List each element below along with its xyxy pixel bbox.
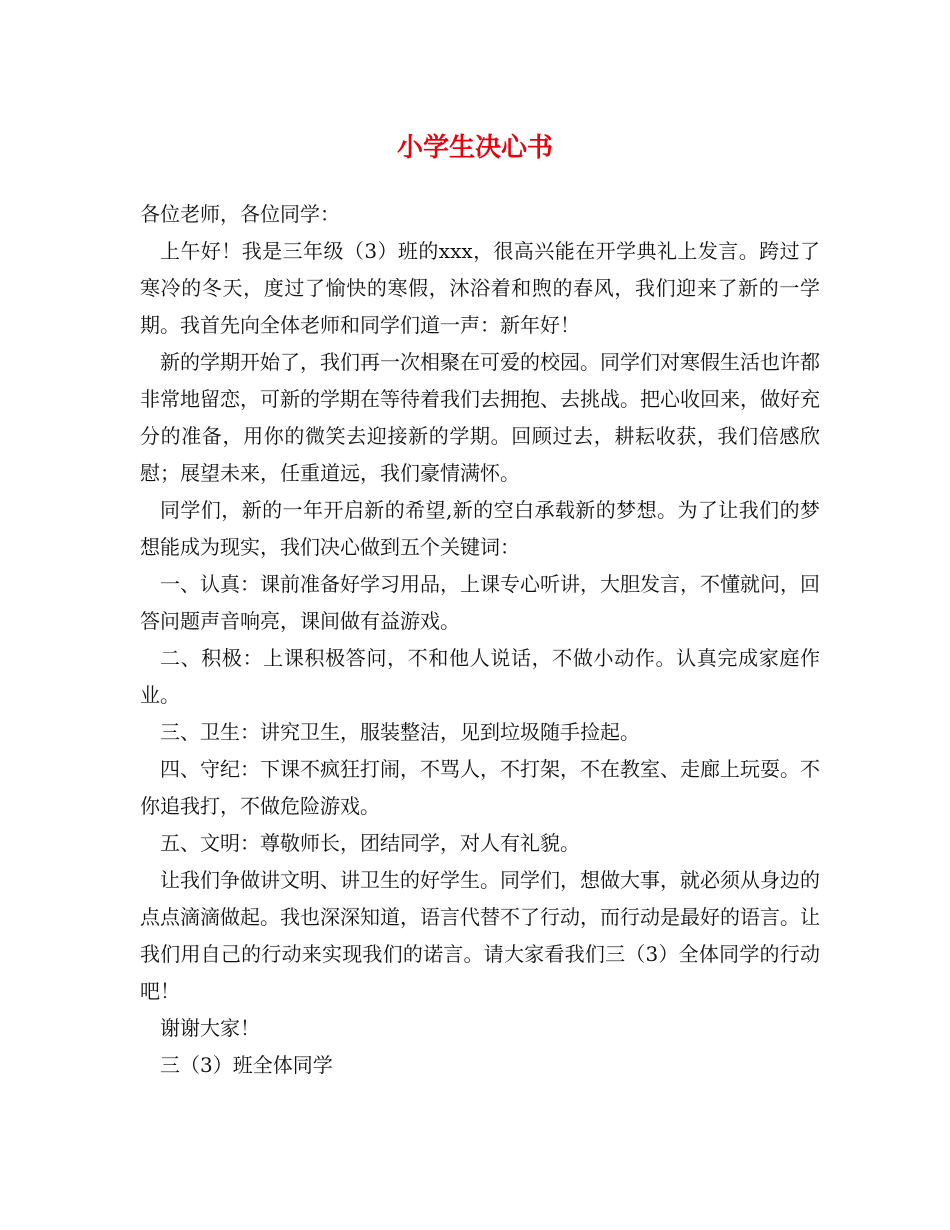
salutation: 各位老师，各位同学：: [140, 202, 340, 226]
paragraph-greeting: 上午好！我是三年级（3）班的xxx，很高兴能在开学典礼上发言。跨过了寒冷的冬天，度过了愉快的寒假，沐浴着和煦的春风，我们迎来了新的一学期。我首先向全体老师和同学们道一声：新年好！: [140, 239, 820, 337]
paragraph-conclusion: 让我们争做讲文明、讲卫生的好学生。同学们，想做大事，就必须从身边的点点滴滴做起。我也深深知道，语言代替不了行动，而行动是最好的语言。让我们用自己的行动来实现我们的诺言。请大家看我们三（3）全体同学的行动吧！: [140, 868, 820, 1003]
signature: 三（3）班全体同学: [160, 1053, 333, 1077]
document-body: [140, 196, 820, 1084]
keyword-item-4: 四、守纪：下课不疯狂打闹，不骂人，不打架，不在教室、走廊上玩耍。不你追我打，不做危险游戏。: [140, 757, 820, 818]
keyword-item-2: 二、积极：上课积极答问，不和他人说话，不做小动作。认真完成家庭作业。: [140, 646, 820, 707]
closing-thanks: 谢谢大家！: [160, 1016, 260, 1040]
keyword-item-3: 三、卫生：讲究卫生，服装整洁，见到垃圾随手捡起。: [160, 720, 640, 744]
keyword-item-5: 五、文明：尊敬师长，团结同学，对人有礼貌。: [160, 831, 580, 855]
paragraph-five-keywords-intro: 同学们，新的一年开启新的希望,新的空白承载新的梦想。为了让我们的梦想能成为现实，我们决心做到五个关键词：: [140, 498, 820, 559]
paragraph-new-semester: 新的学期开始了，我们再一次相聚在可爱的校园。同学们对寒假生活也许都非常地留恋，可新的学期在等待着我们去拥抱、去挑战。把心收回来，做好充分的准备，用你的微笑去迎接新的学期。回顾过去，耕耘收获，我们倍感欣慰；展望未来，任重道远，我们豪情满怀。: [140, 350, 820, 485]
document-title: 小学生决心书: [396, 133, 553, 163]
keyword-item-1: 一、认真：课前准备好学习用品，上课专心听讲，大胆发言，不懂就问，回答问题声音响亮，课间做有益游戏。: [140, 572, 820, 633]
